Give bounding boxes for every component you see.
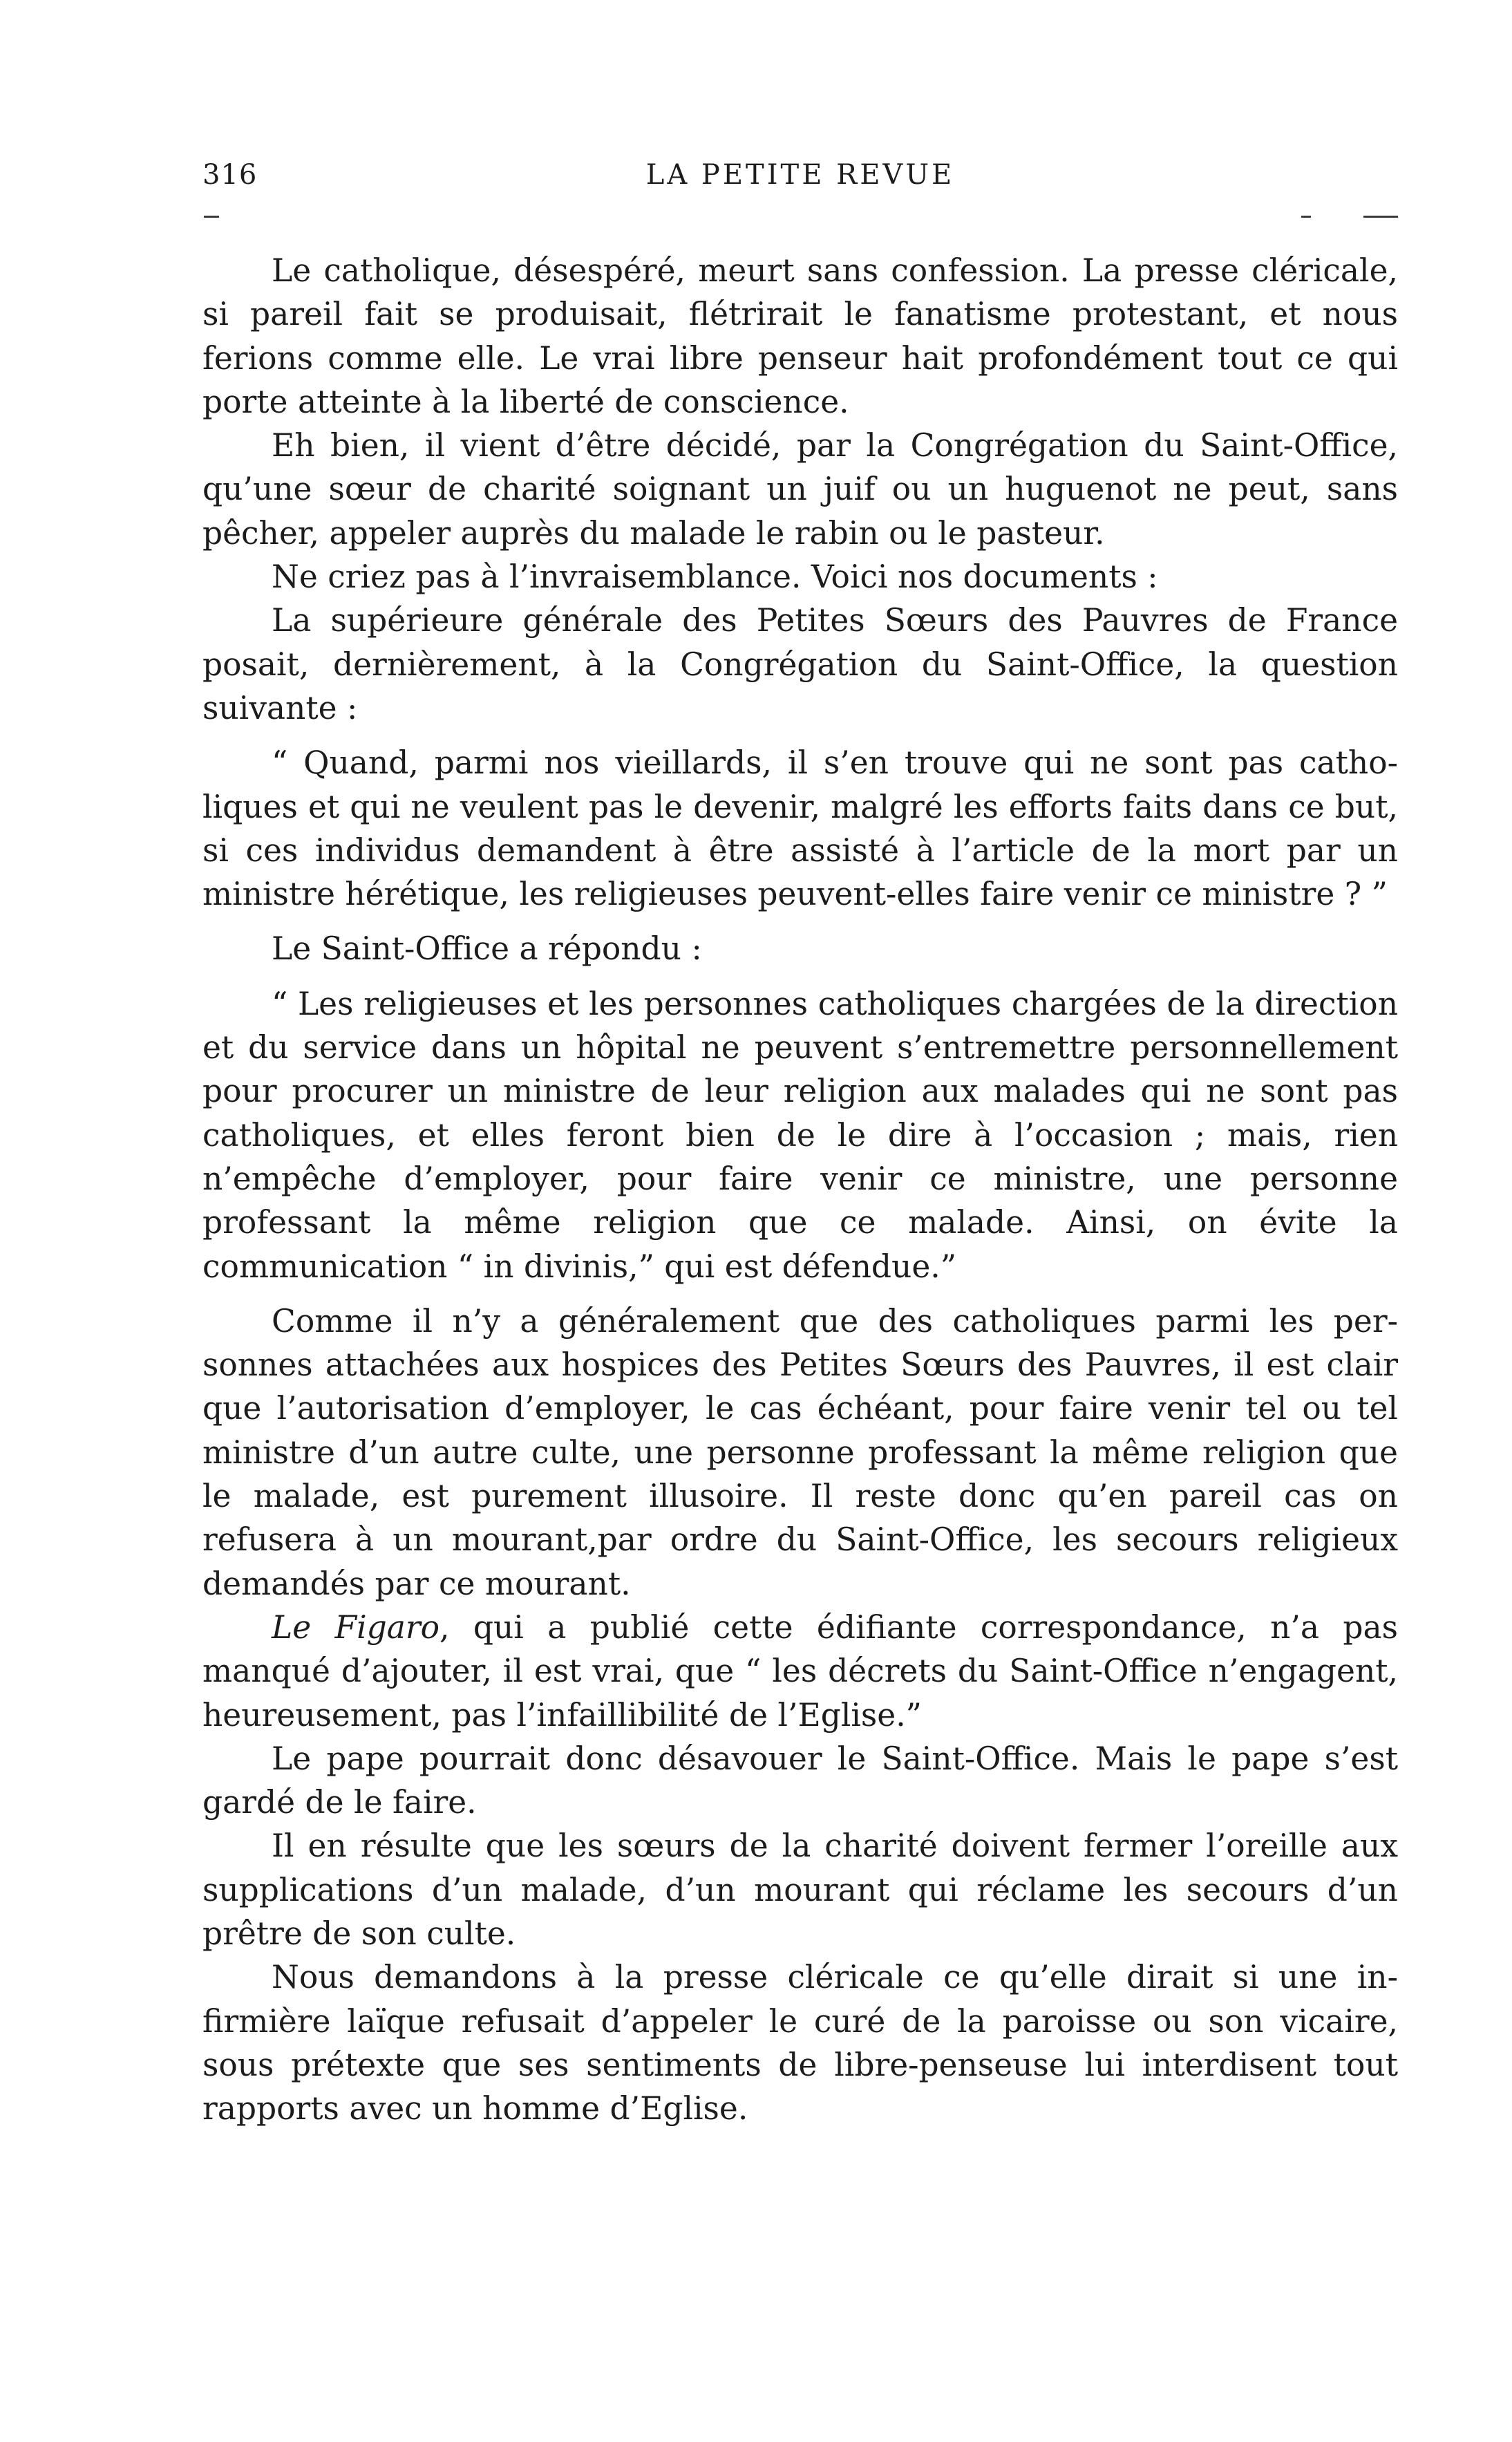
paragraph: [202, 1606, 1398, 1737]
paragraph: Eh bien, il vient d’être décidé, par la Congrégation du Saint-Office, qu’une sœur de charité soignant un juif ou un huguenot ne peut, sans pêcher, appeler auprès du malade le rabin ou le pasteur.: [202, 427, 1398, 552]
paragraph: Le catholique, désespéré, meurt sans confession. La presse cléricale, si pareil fait se produisait, flétrirait le fanatisme protestant, et nous ferions comme elle. Le vrai libre penseur hait profondément tout ce qui porte atteinte à la liberté de conscience.: [202, 252, 1398, 420]
page-number: 316: [202, 159, 258, 191]
rule-segment: [1301, 216, 1311, 218]
paragraph: Le Saint-Office a répondu :: [272, 930, 702, 968]
paragraph: Ne criez pas à l’invraisemblance. Voici nos documents :: [272, 558, 1158, 596]
paragraph: Il en résulte que les sœurs de la charité doivent fermer l’oreille aux supplications d’un malade, d’un mourant qui réclame les secours d’un prêtre de son culte.: [202, 1828, 1398, 1952]
paragraph: La supérieure générale des Petites Sœurs des Pauvres de France posait, dernièrement, à la Congrégation du Saint-Office, la question suivante :: [202, 602, 1398, 726]
paragraph: Comme il n’y a généralement que des catholiques parmi les personnes attachées aux hospices des Petites Sœurs des Pauvres, il est clair que l’autorisation d’employer, le cas échéant, pour faire venir tel ou tel ministre d’un autre culte, une personne professant la même religion que le malade, est purement illusoire. Il reste donc qu’en pareil cas on refusera à un mourant,par ordre du Saint-Office, les secours religieux demandés par ce mourant.: [202, 1302, 1398, 1602]
paragraph: Nous demandons à la presse cléricale ce qu’elle dirait si une infirmière laïque refusait d’appeler le curé de la paroisse ou son vicaire, sous prétexte que ses sentiments de libre-penseuse lui interdisent tout rapports avec un homme d’Eglise.: [202, 1959, 1398, 2128]
quotation: “ Les religieuses et les personnes catholiques chargées de la direction et du service dans un hôpital ne peuvent s’entremettre personnellement pour procurer un ministre de leur religion aux malades qui ne sont pas catholiques, et elles feront bien de le dire à l’occasion ; mais, rien n’empêche d’employer, pour faire venir ce ministre, une personne professant la même religion que ce malade. Ainsi, on évite la communication “ in divinis,” qui est défendue.”: [202, 985, 1398, 1285]
running-head: [202, 158, 1398, 206]
rule-segment: [204, 216, 219, 218]
newspaper-title: Le Figaro: [272, 1608, 440, 1646]
rule-segment: [1363, 216, 1398, 218]
quotation: “ Quand, parmi nos vieillards, il s’en trouve qui ne sont pas catholiques et qui ne veulent pas le devenir, malgré les efforts faits dans ce but, si ces individus demandent à être assisté à l’article de la mort par un ministre hérétique, les religieuses peuvent-elles faire venir ce ministre ? ”: [202, 744, 1398, 913]
journal-title: LA PETITE REVUE: [645, 159, 955, 191]
paragraph-text: , qui a publié cette édifiante correspondance, n’a pas manqué d’ajouter, il est vrai, que “ les décrets du Saint-Office n’engagent, heureusement, pas l’infaillibilité de l’Eglise.”: [202, 1608, 1398, 1734]
paragraph: Le pape pourrait donc désavouer le Saint-Office. Mais le pape s’est gardé de le faire.: [202, 1740, 1398, 1821]
header-rule: [202, 216, 1398, 220]
article-body: [202, 249, 1398, 2130]
